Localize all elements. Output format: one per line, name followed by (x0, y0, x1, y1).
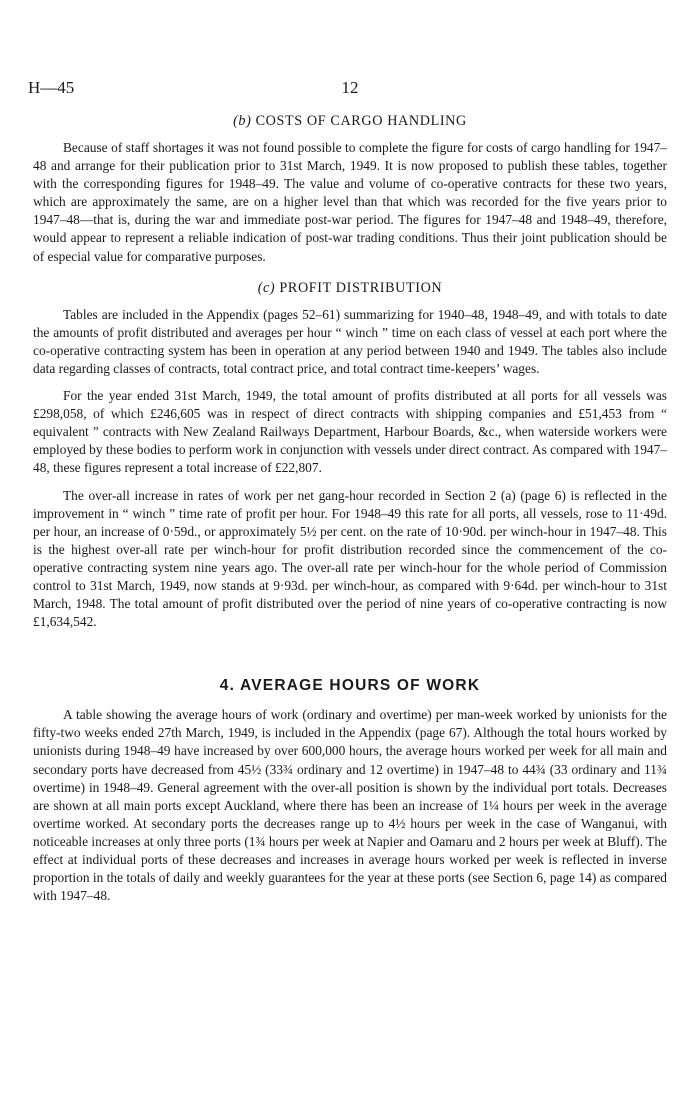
section-b-letter: (b) (233, 113, 252, 129)
document-body (33, 112, 667, 914)
section-c-paragraph-3: The over-all increase in rates of work per net gang-hour recorded in Section 2 (a) (page 6) is reflected in the improvement in “ winch ” time rate of profit per hour. For 1948–49 this rate for all ports, all vessels, rose to 11·49d. per hour, an increase of 0·59d., or approximately 5½ per cent. on the rate of 10·90d. per winch-hour in 1947–48. This is the highest over-all rate per winch-hour for profit distribution recorded since the commencement of the co-operative contracting system nine years ago. The over-all rate per winch-hour for the whole period of Commission control to 31st March, 1949, now stands at 9·93d. per winch-hour, as compared with 9·64d. per winch-hour to 31st March, 1948. The total amount of profit distributed over the period of nine years of co-operative contracting is now £1,634,542. (33, 487, 667, 630)
running-header (28, 78, 672, 102)
section-b-heading (33, 112, 667, 130)
report-reference: H—45 (28, 78, 75, 97)
section-c-title: PROFIT DISTRIBUTION (279, 279, 443, 296)
spacer (33, 640, 667, 676)
page-number: 12 (341, 78, 359, 97)
section-c-letter: (c) (257, 279, 276, 296)
section-c-paragraph-2: For the year ended 31st March, 1949, the total amount of profits distributed at all ports for all vessels was £298,058, of which £246,605 was in respect of direct contracts with shipping companies and £51,453 from “ equivalent ” contracts with New Zealand Railways Department, Harbour Boards, &c., when waterside workers were employed by these bodies to perform work in conjunction with vessels under direct contract. As compared with 1947–48, these figures represent a total increase of £22,807. (33, 388, 667, 476)
section-b-title: COSTS OF CARGO HANDLING (255, 113, 467, 129)
section-4-paragraph: A table showing the average hours of work (ordinary and overtime) per man-week worked by unionists for the fifty-two weeks ended 27th March, 1949, is included in the Appendix (page 67). Although the total hours worked by unionists during 1948–49 have increased by over 600,000 hours, the average hours worked per week for all main and secondary ports have decreased from 45½ (33¾ ordinary and 12 overtime) in 1947–48 to 44¾ (33 ordinary and 11¾ overtime) in 1948–49. General agreement with the over-all position is shown by the individual port totals. Decreases are shown at all main ports except Auckland, where there has been an increase of 1¼ hours per week in the average overtime worked. At secondary ports the decreases range up to 4½ hours per week in the case of Wanganui, with noticeable increases at only three ports (1¾ hours per week at Napier and Oamaru and 2 hours per week at Bluff). The effect at individual ports of these decreases and increases in average hours worked per week is reflected in inverse proportion in the totals of daily and weekly guarantees for the year at these ports (see Section 6, page 14) as compared with 1947–48. (33, 707, 667, 904)
section-b-paragraph: Because of staff shortages it was not found possible to complete the figure for costs of cargo handling for 1947–48 and arrange for their publication prior to 31st March, 1949. It is now proposed to publish these tables, together with the corresponding figures for 1948–49. The value and volume of co-operative contracts for these two years, which are approximately the same, are on a higher level than that which was recorded for the five years prior to 1947–48—that is, during the war and immediate post-war period. The figures for 1947–48 and 1948–49, therefore, would appear to represent a reliable indication of post-war trading conditions. Thus their joint publication should be of especial value for comparative purposes. (33, 140, 667, 264)
section-4-title: 4. AVERAGE HOURS OF WORK (219, 677, 481, 695)
section-c-paragraph-1: Tables are included in the Appendix (pages 52–61) summarizing for 1940–48, 1948–49, and with totals to date the amounts of profit distributed and averages per hour “ winch ” time on each class of vessel at each port where the co-operative contracting system has been in operation at any period between 1940 and 1949. The tables also include data regarding classes of contracts, total contract price, and total contract time-keepers’ wages. (33, 306, 667, 376)
section-c-heading (33, 279, 667, 297)
